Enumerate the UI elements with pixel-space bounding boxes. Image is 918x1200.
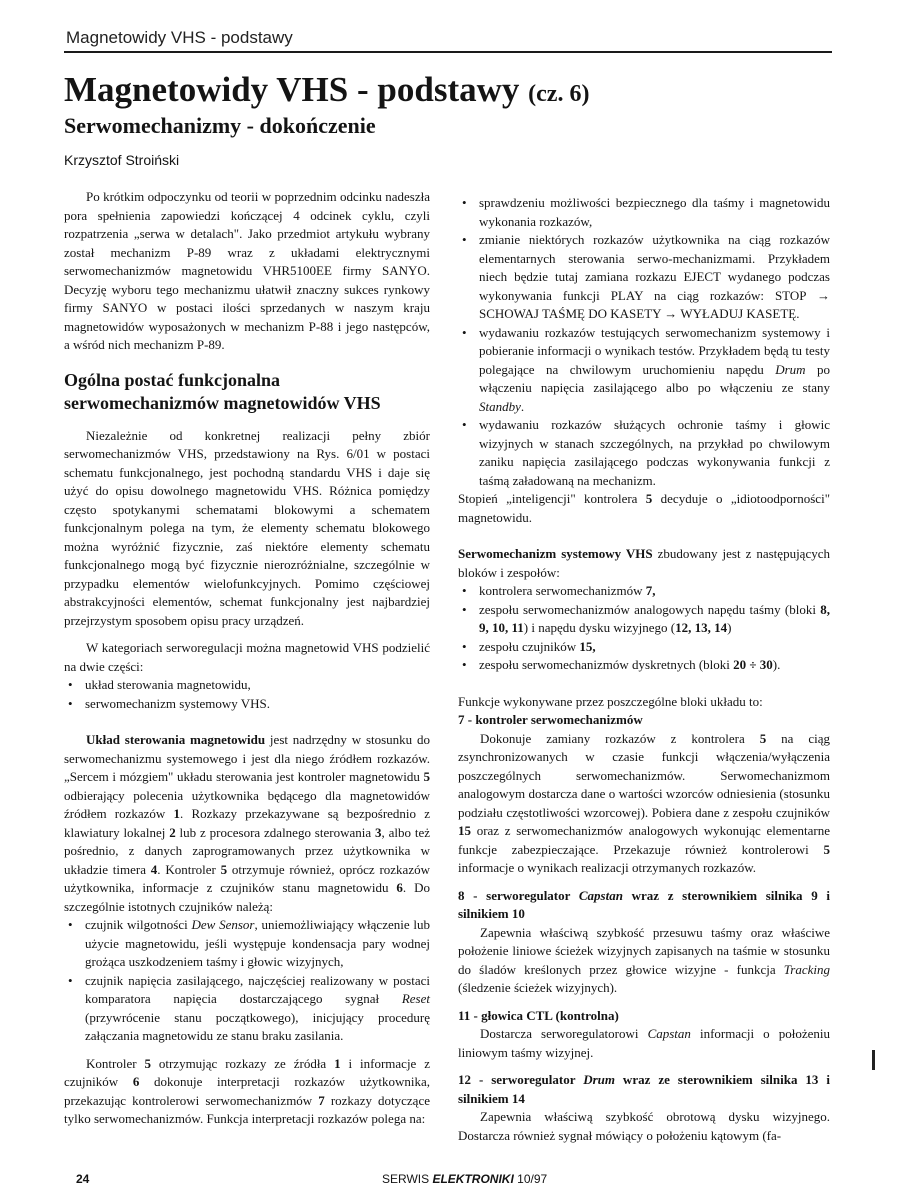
blocks-list xyxy=(458,582,830,675)
list-item: • układ sterowania magnetowidu, xyxy=(64,676,430,695)
heading-block-8: 8 - serworegulator Capstan wraz z sterownikiem silnika 9 i silnikiem 10 xyxy=(458,887,831,921)
right-column xyxy=(458,194,830,1145)
running-header: Magnetowidy VHS - podstawy xyxy=(66,28,293,47)
section-heading: Ogólna postać funkcjonalna serwomechanizmów magnetowidów VHS xyxy=(64,369,381,413)
list-item: • czujnik wilgotności Dew Sensor, uniemożliwiający włączenie lub użycie magnetowidu, jeśli występuje kondensacja pary wodnej grożąca uszkodzeniem taśmy i głowic wizyjnych, xyxy=(64,916,430,972)
paragraph-block-8: Zapewnia właściwą szybkość przesuwu taśmy oraz właściwe położenie liniowe ścieżek wizyjnych zapisanych na taśmie w stosunku do śladów kreślonych przez głowice wizyjne - funkcja Tracking (śledzenie ścieżek wizyjnych). xyxy=(458,924,830,995)
author: Krzysztof Stroiński xyxy=(64,152,180,168)
list-item: • zespołu serwomechanizmów analogowych napędu taśmy (bloki 8, 9, 10, 11) i napędu dysku wizyjnego (12, 13, 14) xyxy=(458,601,830,638)
article-subtitle: Serwomechanizmy - dokończenie xyxy=(64,113,376,138)
paragraph-system-servo: Serwomechanizm systemowy VHS zbudowany jest z następujących bloków i zespołów: xyxy=(458,546,830,580)
header-rule xyxy=(64,51,832,53)
paragraph-functional: Niezależnie od konkretnej realizacji pełny zbiór serwomechanizmów VHS, przedstawiony na Rys. 6/01 w postaci schematu funkcjonalnego, jest pochodną standardu VHS i daje się użyć do opisu dowolnego magnetowidu VHS. Różnica pomiędzy często spotykanymi schematami blokowymi a schematem funkcjonalnym polega na tym, że elementy schematu blokowego można wyróżnić fizycznie, zaś niektóre elementy schematu funkcjonalnego mogą być fizycznie nierozróżnialne, szczególnie w przypadku elementów wielofunkcyjnych. Pomimo częściowej abstrakcyjności elementów, schemat funkcjonalny jest najbardziej przejrzystym sposobem opisu pracy urządzeń. xyxy=(64,427,430,628)
article-title xyxy=(64,70,589,114)
paragraph-intelligence: Stopień „inteligencji" kontrolera 5 decyduje o „idiotoodporności" magnetowidu. xyxy=(458,491,830,525)
left-column xyxy=(64,188,430,1129)
list-item: • wydawaniu rozkazów testujących serwomechanizm systemowy i pobieranie informacji o wynikach testów. Przykładem będą tu testy polegające na chwilowym uruchomieniu napędu Drum po włączeniu napięcia zasilającego albo po włączeniu ze stany Standby. xyxy=(458,324,830,417)
scan-mark xyxy=(872,1050,875,1070)
magazine-issue: SERWIS ELEKTRONIKI 10/97 xyxy=(382,1172,548,1186)
list-item: • kontrolera serwomechanizmów 7, xyxy=(458,582,830,601)
page-number: 24 xyxy=(76,1172,90,1186)
list-item: • sprawdzeniu możliwości bezpiecznego dla taśmy i magnetowidu wykonania rozkazów, xyxy=(458,194,830,231)
heading-block-12: 12 - serworegulator Drum wraz ze sterownikiem silnika 13 i silnikiem 14 xyxy=(458,1072,830,1106)
paragraph-block-7: Dokonuje zamiany rozkazów z kontrolera 5 na ciąg zsynchronizowanych w czasie funkcji włączenia/wyłączenia poszczególnych serwomechanizmów. Serwomechanizmom analogowym dostarcza dane o wartości wzorców odniesienia (stosunku podziału częstotliwości wzorcowej). Pobiera dane z zespołu czujników 15 oraz z serwomechanizmów analogowych wykonując elementarne funkcje zabezpieczające. Przekazuje również kontrolerowi 5 informacje o wynikach realizacji otrzymanych rozkazów. xyxy=(458,730,830,875)
paragraph-categories: W kategoriach serworegulacji można magnetowid VHS podzielić na dwie części: xyxy=(64,640,430,674)
sensor-list xyxy=(64,916,430,1046)
heading-block-11: 11 - głowica CTL (kontrolna) xyxy=(458,1007,619,1023)
list-item: • zmianie niektórych rozkazów użytkownika na ciąg rozkazów elementarnych sterowania serwo-mechanizmami. Przykładem niech będzie tutaj zamiana rozkazu EJECT wydanego podczas wykonywania funkcji PLAY na ciąg rozkazów: STOP → SCHOWAJ TAŚMĘ DO KASETY → WYŁADUJ KASETĘ. xyxy=(458,231,830,324)
list-item: • czujnik napięcia zasilającego, najczęściej realizowany w postaci komparatora napięcia dostarczającego sygnał Reset (przywrócenie stanu początkowego), inicjujący procedurę załączania magnetowidu ze stanu braku zasilania. xyxy=(64,972,430,1046)
parts-list xyxy=(64,676,430,713)
list-item: • zespołu czujników 15, xyxy=(458,638,830,657)
paragraph-block-11: Dostarcza serworegulatorowi Capstan informacji o położeniu liniowym taśmy wizyjnej. xyxy=(458,1026,830,1060)
paragraph-block-12: Zapewnia właściwą szybkość obrotową dysku wizyjnego. Dostarcza również sygnał mówiący o położeniu kątowym (fa- xyxy=(458,1109,830,1143)
paragraph-control-unit: Układ sterowania magnetowidu jest nadrzędny w stosunku do serwomechanizmu systemowego i jest dla niego źródłem rozkazów. „Sercem i mózgiem" układu sterowania jest kontroler magnetowidu 5 odbierający polecenia użytkownika będącego dla magnetowidów źródłem rozkazów 1. Rozkazy przekazywane są bezpośrednio z klawiatury lokalnej 2 lub z procesora zdalnego sterowania 3, albo też pośrednio, z danych zaprogramowanych przez użytkownika w układzie timera 4. Kontroler 5 otrzymuje również, oprócz rozkazów użytkownika, informacje z czujników stanu magnetowidu 6. Do szczególnie istotnych czujników należą: xyxy=(64,732,431,914)
list-item: • zespołu serwomechanizmów dyskretnych (bloki 20 ÷ 30). xyxy=(458,656,830,675)
intro-paragraph: Po krótkim odpoczynku od teorii w poprzednim odcinku nadeszła pora spełnienia zapowiedzi kończącej 4 odcinek cyklu, czyli rozpatrzenia „serwa w detalach". Jako przedmiot artykułu wybrany został mechanizm P-89 wraz z układami elektrycznymi serwomechanizmów magnetowidu VHR5100EE firmy SANYO. Decyzję wyboru tego mechanizmu ułatwił znaczny sukces rynkowy firmy SANYO w postaci ilości sprzedanych w naszym kraju magnetowidów wyposażonych w mechanizm P-88 i jego następców, a wśród nich mechanizm P-89. xyxy=(64,189,430,352)
interpretation-list xyxy=(458,194,830,490)
paragraph-controller: Kontroler 5 otrzymując rozkazy ze źródła 1 i informacje z czujników 6 dokonuje interpretacji rozkazów użytkownika, przekazując kontrolerowi serwomechanizmów 7 rozkazy dotyczące tylko serwomechanizmów. Funkcja interpretacji rozkazów polega na: xyxy=(64,1055,431,1126)
article-part: (cz. 6) xyxy=(528,81,590,107)
list-item: • wydawaniu rozkazów służących ochronie taśmy i głowic wizyjnych w stanach szczególnych, na przykład po chwilowym zaniku napięcia zasilającego podczas wykonywania funkcji z taśmą załadowaną na mechanizm. xyxy=(458,416,830,490)
list-item: • serwomechanizm systemowy VHS. xyxy=(64,695,430,714)
paragraph-functions: Funkcje wykonywane przez poszczególne bloki układu to: xyxy=(458,693,763,709)
article-title-text: Magnetowidy VHS - podstawy xyxy=(64,70,520,109)
heading-block-7: 7 - kontroler serwomechanizmów xyxy=(458,712,643,727)
